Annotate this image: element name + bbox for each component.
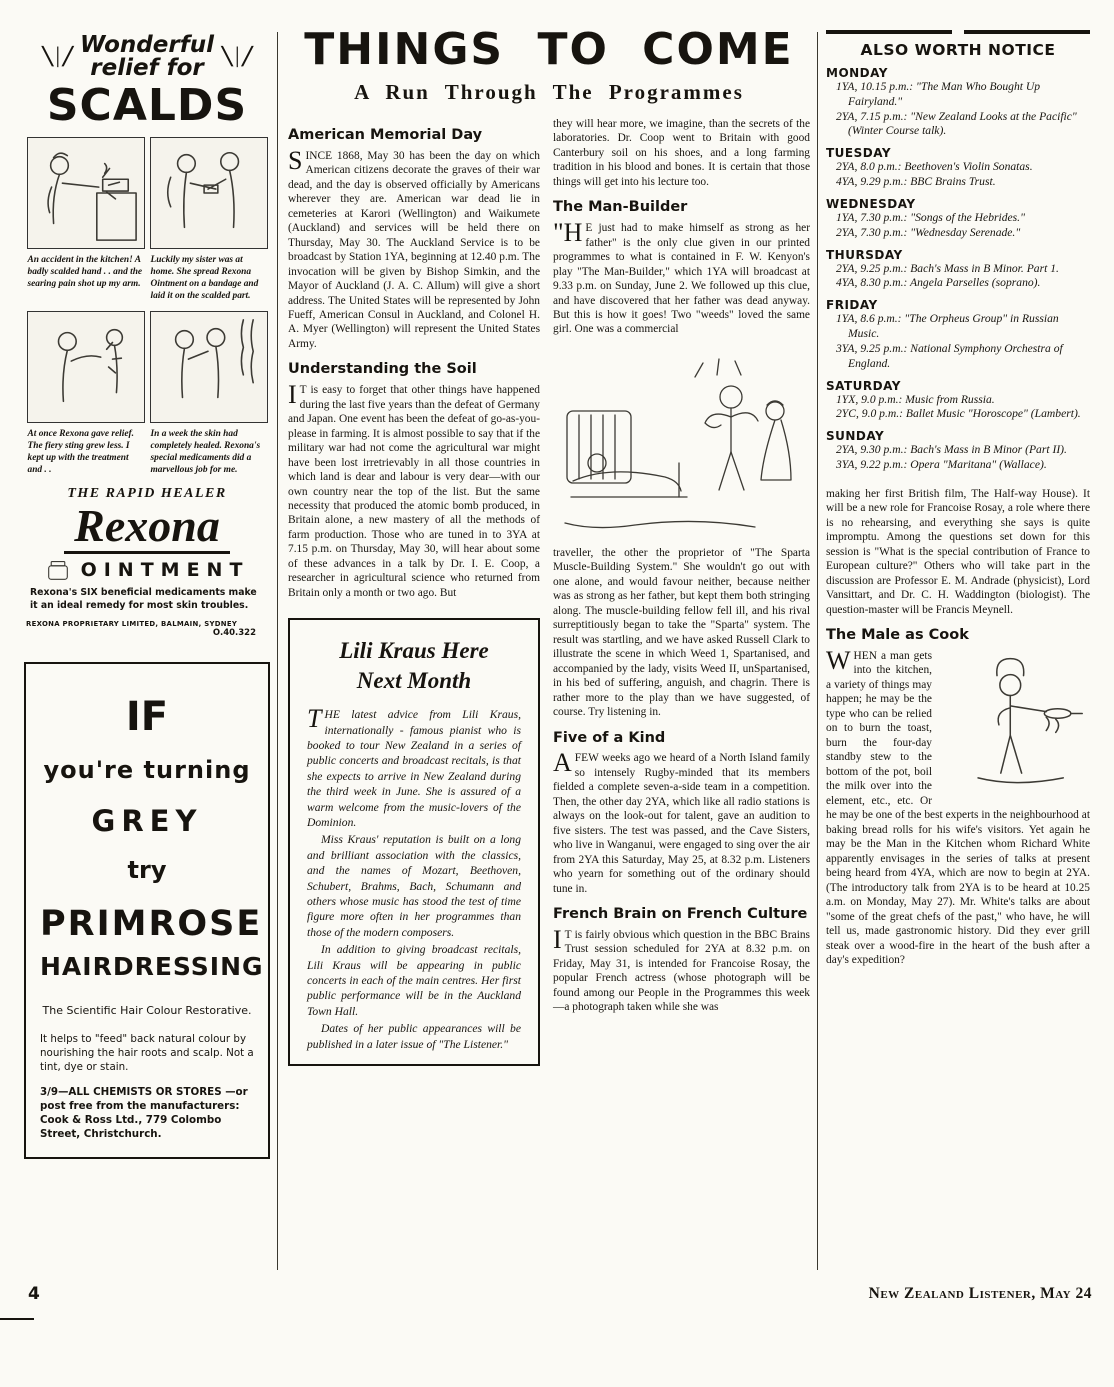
article-heading: Understanding the Soil <box>288 361 477 378</box>
soil-article-continuation: they will hear more, we imagine, than the secrets of the laboratories. Dr. Coop went to Britain with good Canterbury soil on his shoes, and a long farming tradition in his blood and bones. It is certain that those things will get into his lecture too. <box>553 118 810 188</box>
column-divider-left <box>277 32 278 1270</box>
schedule-day: SATURDAY <box>826 378 901 393</box>
advert-column <box>24 34 270 1159</box>
schedule-item: 3YA, 9.22 p.m.: Opera "Maritana" (Wallace). <box>836 458 1047 472</box>
box-paragraph: In addition to giving broadcast recitals, Lili Kraus will be appearing in public concerts in each of the main centres. Her first public performance will be in the Auckland Town Hall. <box>307 943 521 1018</box>
article-body: IT is fairly obvious which question in the BBC Brains Trust session scheduled for 2YA at 8.32 p.m. on Friday, May 31, is intended for Francoise Rosay, the popular French actress (whose photograph will be found among our People in the Programmes this week —a photograph taken while she was <box>553 924 810 1014</box>
centre-left-column <box>288 117 540 1066</box>
comic-caption: At once Rexona gave relief. The fiery sting grew less. I kept up with the treatment and . . <box>27 429 134 476</box>
schedule-item: 1YA, 7.30 p.m.: "Songs of the Hebrides." <box>836 210 1025 224</box>
rexona-product-row <box>24 559 270 581</box>
page-number: 4 <box>28 1284 40 1320</box>
box-title-line1: Lili Kraus Here <box>339 638 489 664</box>
comic-caption: In a week the skin had completely healed. Rexona's special medicaments did a marvellous job for me. <box>150 429 261 476</box>
article-heading: The Male as Cook <box>826 627 969 644</box>
rexona-product-name: OINTMENT <box>80 559 250 582</box>
article-body: IT is easy to forget that other things have happened during the last five years than the defeat of Germany and Japan. One event has been the defeat of go-as-you-please in farming. It is almost possible to say that if the military war had not come the agricultural war might have been lost irretrievably in all those countries in which land is dear and labour is very dear—with our own country near the top of the list. But the same necessity that produced the atomic bomb produced, in Britain alone, a new mastery of all the methods of farm production. Those who are tuned in to 3YA at 7.15 p.m. on Thursday, May 30, will hear about some of these advances in a talk by Dr. I. E. Coop, a researcher in agricultural science who returned from Britain only a month or two ago. But <box>288 380 540 599</box>
rexona-logo: Rexona <box>64 502 230 554</box>
scalds-headline <box>24 34 270 81</box>
notice-title: ALSO WORTH NOTICE <box>860 41 1056 59</box>
right-column <box>826 30 1090 968</box>
article-understanding-the-soil <box>288 361 540 600</box>
schedule-day: TUESDAY <box>826 146 892 161</box>
schedule-day: FRIDAY <box>826 298 878 313</box>
schedule-item: 3YA, 9.25 p.m.: National Symphony Orchestra of England. <box>836 341 1063 370</box>
article-french-brain <box>553 906 810 1015</box>
rexona-ad-body: Rexona's SIX beneficial medicaments make it an ideal remedy for most skin troubles. <box>30 587 257 611</box>
comic-caption-row-1 <box>24 254 270 302</box>
comic-panel <box>27 311 145 423</box>
healed-skin-illustration <box>151 312 267 422</box>
schedule-item: 1YA, 10.15 p.m.: "The Man Who Bought Up Fairyland." <box>836 80 1041 108</box>
male-as-cook-body-wrap <box>826 649 1090 968</box>
article-heading: Five of a Kind <box>553 729 666 746</box>
article-body: WHEN a man gets into the kitchen, a variety of things may happen; he may be the type who can be relied on to burn the toast, burn the four-day standby stew to the bottom of the pot, boil the milk over into the element, etc., etc. Or he may be one of the best experts in the neighbourhood at baking bread rolls for his wife's visitors. Yet again he may be the Man in the Kitchen whom Richard White apparently envisages in the series of talks at present being heard from 4YA, which are now to begin at 2YA. (The introductory talk from 2YA is to be heard at 10.25 a.m. on Monday, May 27). Mr. White's talks are about "some of the great chefs of the past," who have, he will tell us, made gastronomic history. Did they ever grill steak over a wood-fire in the heart of the bush after a day's expedition? <box>826 648 1090 967</box>
schedule-day: WEDNESDAY <box>826 196 916 211</box>
masthead <box>288 24 810 105</box>
relief-illustration <box>28 312 144 422</box>
article-body: SINCE 1868, May 30 has been the day on which American citizens decorate the graves of their war dead, and the day is observed officially by Americans wherever they are. American war dead lie in cemeteries at Karori (Wellington) and Waikumete (Auckland) and services will be held there on Thursday, May 30. The Auckland Service is to be broadcast by Station 1YA, beginning at 12.40 p.m. The invocation will be given by Bishop Simkin, and the Mayor of Auckland (J. A. C. Allum) will give a short address. The United States will be represented by John Fueff, American Consul in Auckland, and Colonel H. A. Myer (Wellington) will represent the United States Army. <box>288 145 540 350</box>
schedule-item: 2YA, 9.30 p.m.: Bach's Mass in B Minor (Part II). <box>836 443 1067 457</box>
schedule-item: 2YA, 7.15 p.m.: "New Zealand Looks at the Pacific" (Winter Course talk). <box>836 109 1077 138</box>
comic-panel-row-2 <box>24 311 270 423</box>
article-body: "HE just had to make himself as strong as her father" is the only clue given in our printed programmes to what is contained in F. W. Kenyon's play "The Man-Builder," which 1YA will broadcast at 9.33 p.m. on Sunday, June 2. We followed up this clue, and have discovered that her father was dead anyway. But this is how it goes! Two "weeds" loved the same girl. One was a commercial <box>553 218 810 336</box>
comic-panel-row-1 <box>24 137 270 249</box>
man-builder-illustration <box>553 345 810 540</box>
schedule-item: 4YA, 9.29 p.m.: BBC Brains Trust. <box>836 175 996 189</box>
also-worth-notice <box>826 30 1090 473</box>
rexona-imprint: REXONA PROPRIETARY LIMITED, BALMAIN, SYDNEY <box>26 619 238 628</box>
rays-left-icon: ╲│╱ <box>42 47 73 67</box>
schedule-item: 2YC, 9.0 p.m.: Ballet Music "Horoscope" (Lambert). <box>836 407 1081 421</box>
rexona-tagline: THE RAPID HEALER <box>67 486 227 502</box>
centre-right-column <box>553 117 810 1066</box>
scalds-headline-line1: Wonderful <box>80 32 214 58</box>
article-heading: American Memorial Day <box>288 127 483 143</box>
primrose-line-turning: you're turning <box>43 755 251 784</box>
male-cook-illustration <box>940 651 1090 793</box>
schedule-item: 1YX, 9.0 p.m.: Music from Russia. <box>836 392 995 406</box>
schedule-item: 2YA, 9.25 p.m.: Bach's Mass in B Minor. Part 1. <box>836 261 1059 275</box>
lili-kraus-box <box>288 618 540 1066</box>
sister-bandaging-illustration <box>151 138 267 248</box>
french-brain-continuation: making her first British film, The Half-way House). It will be a new role for Francoise Rosay, a role where there is no rehearsing, and everything she says is quite impromptu. Among the questions set down for this session is "What is the special contribution of France to European culture?" Others who will take part in the discussion are Professor E. M. Andrade (physicist), Lord Vansittart, and Dr. C. H. Waddington (biologist). The question-master will be Francis Meynell. <box>826 487 1090 616</box>
schedule-item: 4YA, 8.30 p.m.: Angela Parselles (soprano). <box>836 276 1041 290</box>
primrose-line-brand: PRIMROSE <box>40 903 263 944</box>
primrose-ad-footer: 3/9—ALL CHEMISTS OR STORES —or post free from the manufacturers: Cook & Ross Ltd., 779 Colombo Street, Christchurch. <box>40 1085 248 1141</box>
box-title-line2: Next Month <box>356 668 472 694</box>
box-paragraph: Dates of her public appearances will be published in a later issue of "The Listener." <box>307 1022 521 1051</box>
comic-panel <box>150 137 268 249</box>
article-heading: French Brain on French Culture <box>553 906 808 923</box>
schedule-day: SUNDAY <box>826 429 885 444</box>
kitchen-accident-illustration <box>28 138 144 248</box>
primrose-line-try: try <box>127 855 167 884</box>
article-male-as-cook <box>826 627 1090 967</box>
box-title <box>307 636 521 696</box>
schedule-item: 1YA, 8.6 p.m.: "The Orpheus Group" in Russian Music. <box>836 312 1059 341</box>
publication-footer: New Zealand Listener, May 24 <box>868 1285 1092 1302</box>
article-american-memorial-day <box>288 127 540 351</box>
rexona-scalds-ad <box>24 34 270 638</box>
article-body: AFEW weeks ago we heard of a North Island family so intensely Rugby-minded that its members fielded a complete seven-a-side team in a competition. Then, the other day 2YA, which like all radio stations is always on the look-out for talent, gave an audition to five sisters. The test was passed, and the Cave Sisters, who live in Wanganui, were engaged to sing over the air from 2YA this Saturday, May 25, at 8.32 p.m. Listeners who yearn for something out of the ordinary should tune in. <box>553 748 810 895</box>
comic-panel <box>150 311 268 423</box>
comic-panel <box>27 137 145 249</box>
box-paragraph: THE latest advice from Lili Kraus, internationally - famous pianist who is booked to tour New Zealand in a series of public concerts and broadcast recitals, is that she expects to arrive in New Zealand during the third week in June. She is assured of a warm welcome from the music-lovers of the Dominion. <box>307 704 521 830</box>
primrose-subtitle: The Scientific Hair Colour Restorative. <box>42 1003 252 1017</box>
comic-caption-row-2 <box>24 428 270 476</box>
box-paragraph: Miss Kraus' reputation is built on a long and brilliant association with the classics, and the names of Mozart, Beethoven, Schubert, Brahms, Bach, Schumann and others whose music has stood the test of time figure more often in her programmes than those of the modern composers. <box>307 833 521 939</box>
comic-caption: Luckily my sister was at home. She spread Rexona Ointment on a bandage and laid it on the scalded part. <box>150 254 259 301</box>
primrose-ad <box>24 662 270 1160</box>
scalds-headline-line2: relief for <box>90 55 204 82</box>
article-body-continued: traveller, the other the proprietor of "The Sparta Muscle-Building System." She wouldn't go out with one alone, and would favour neither, because neither was as strong as her father, but kept them both stringing along. The muscle-building fellow fell ill, and his rival surreptitiously began to take the "Sparta" system. The result was startling, and we have asked Russell Clark to illustrate the scene in which Weed 1, Spartanised, and accompanied by the lady, visits Weed II, unSpartanised, in his bed of suffering, anguish, and chagrin. There is rather more to the play than we have suggested, of course. Try listening in. <box>553 546 810 719</box>
schedule-day: MONDAY <box>826 66 888 80</box>
article-heading: The Man-Builder <box>553 199 688 216</box>
page-title: THINGS TO COME <box>304 24 794 75</box>
rexona-ad-code: O.40.322 <box>212 627 256 638</box>
notice-top-rule <box>826 30 1090 34</box>
primrose-ad-body: It helps to "feed" back natural colour by nourishing the hair roots and scalp. Not a tint, dye or stain. <box>40 1033 254 1074</box>
schedule-item: 2YA, 7.30 p.m.: "Wednesday Serenade." <box>836 225 1021 239</box>
article-man-builder <box>553 199 810 719</box>
schedule-day: THURSDAY <box>826 247 903 262</box>
page-subtitle: A Run Through The Programmes <box>354 80 744 104</box>
schedule-item: 2YA, 8.0 p.m.: Beethoven's Violin Sonatas. <box>836 160 1033 174</box>
scalds-title: SCALDS <box>46 79 248 131</box>
article-five-of-a-kind <box>553 730 810 897</box>
ointment-jar-icon <box>45 559 71 581</box>
primrose-line-if: IF <box>125 693 169 740</box>
column-divider-right <box>817 32 818 1270</box>
primrose-line-grey: GREY <box>91 803 203 838</box>
primrose-line-product: HAIRDRESSING <box>40 951 264 981</box>
rays-right-icon: ╲│╱ <box>221 47 252 67</box>
comic-caption: An accident in the kitchen! A badly scalded hand . . and the searing pain shot up my arm. <box>27 254 143 289</box>
main-content <box>288 24 810 1066</box>
man-builder-figure <box>553 345 810 540</box>
